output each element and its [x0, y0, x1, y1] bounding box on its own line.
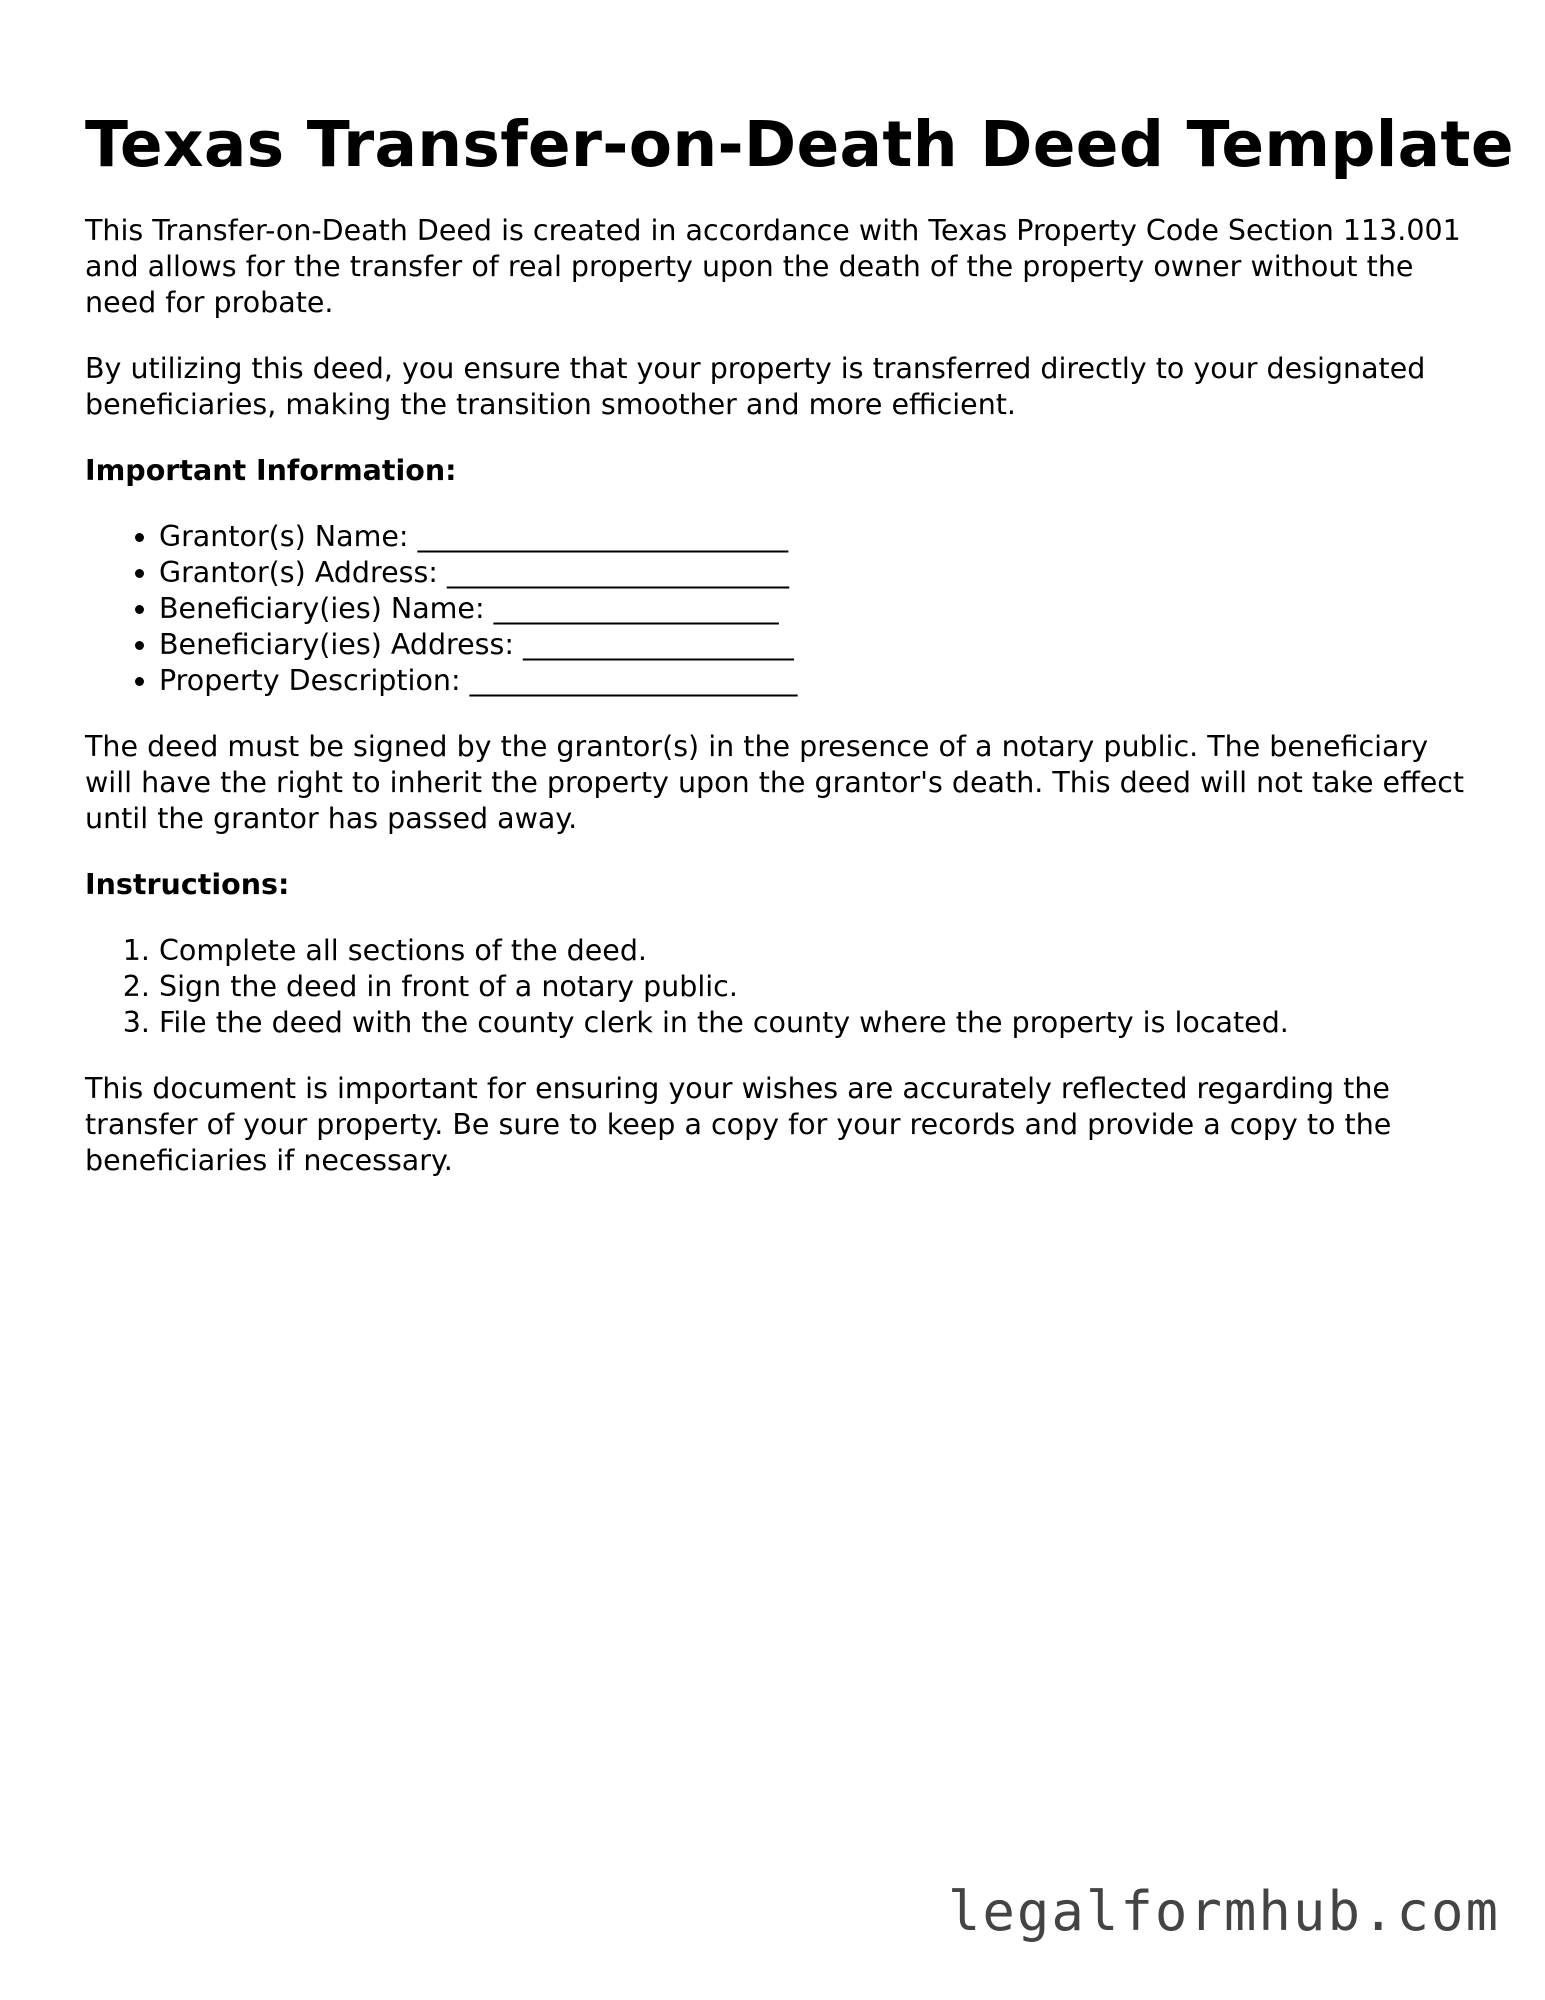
- instruction-step: 2. Sign the deed in front of a notary public.: [159, 969, 1465, 1005]
- field-label: Beneficiary(ies) Address:: [159, 628, 514, 661]
- important-info-heading: Important Information:: [85, 454, 457, 487]
- document-page: [85, 105, 1514, 1209]
- field-label: Property Description:: [159, 664, 461, 697]
- instructions-list: [85, 933, 1465, 1041]
- important-info-list: [85, 519, 1465, 699]
- instruction-step: 1. Complete all sections of the deed.: [159, 933, 1465, 969]
- closing-paragraph: This document is important for ensuring your wishes are accurately reflected regarding the transfer of your property. Be sure to keep a copy for your records and provide a copy to the beneficiaries if necessary.: [85, 1072, 1392, 1177]
- field-grantor-address: [159, 555, 1465, 591]
- document-title: Texas Transfer-on-Death Deed Template: [85, 108, 1514, 181]
- field-beneficiary-address: [159, 627, 1465, 663]
- field-grantor-name: [159, 519, 1465, 555]
- field-label: Beneficiary(ies) Name:: [159, 592, 485, 625]
- field-blank-line: _______________________: [469, 664, 798, 697]
- field-blank-line: __________________________: [417, 520, 789, 553]
- field-blank-line: ____________________: [493, 592, 779, 625]
- signing-paragraph: The deed must be signed by the grantor(s) in the presence of a notary public. The beneficiary will have the right to inherit the property upon the grantor's death. This deed will not take effect until the grantor has passed away.: [85, 730, 1465, 835]
- field-label: Grantor(s) Name:: [159, 520, 409, 553]
- field-blank-line: ________________________: [446, 556, 789, 589]
- field-beneficiary-name: [159, 591, 1465, 627]
- intro-paragraph-1: This Transfer-on-Death Deed is created in accordance with Texas Property Code Section 113.001 and allows for the transfer of real property upon the death of the property owner without the need for probate.: [85, 214, 1461, 319]
- intro-paragraph-2: By utilizing this deed, you ensure that your property is transferred directly to your designated beneficiaries, making the transition smoother and more efficient.: [85, 352, 1426, 421]
- footer-watermark: legalformhub.com: [947, 1880, 1500, 1943]
- instruction-step: 3. File the deed with the county clerk in the county where the property is located.: [159, 1005, 1465, 1041]
- instructions-heading: Instructions:: [85, 868, 290, 901]
- field-label: Grantor(s) Address:: [159, 556, 438, 589]
- field-blank-line: ___________________: [523, 628, 794, 661]
- field-property-description: [159, 663, 1465, 699]
